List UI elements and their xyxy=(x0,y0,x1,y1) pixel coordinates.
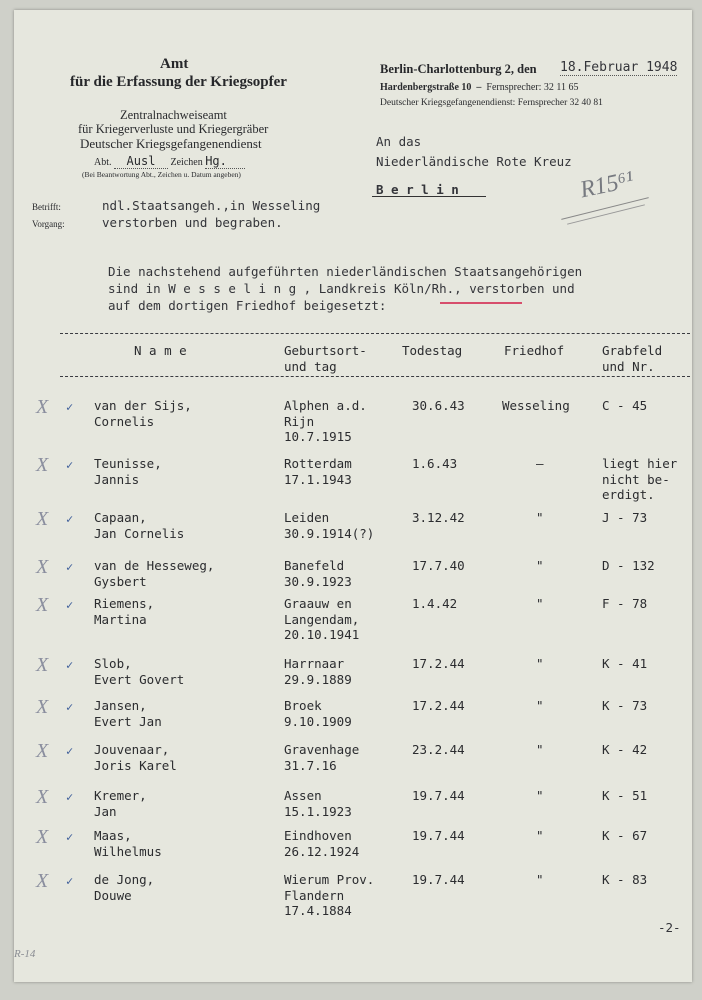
table-top-rule xyxy=(60,333,690,334)
subject-line1: ndl.Staatsangeh.,in Wesseling xyxy=(102,198,321,213)
row-birth: Graauw en Langendam, 20.10.1941 xyxy=(284,596,360,642)
row-cemetery: " xyxy=(536,558,544,573)
row-cemetery: " xyxy=(536,656,544,671)
header-grave: Grabfeld und Nr. xyxy=(602,343,663,374)
table-row xyxy=(14,456,692,512)
row-name: Jansen, Evert Jan xyxy=(94,698,162,729)
row-cemetery: " xyxy=(536,596,544,611)
row-grave: F - 78 xyxy=(602,596,648,611)
row-death: 19.7.44 xyxy=(412,828,465,843)
table-row xyxy=(14,398,692,454)
street: Hardenbergstraße 10 xyxy=(380,82,472,93)
pencil-x-mark: X xyxy=(36,556,49,578)
row-name: Riemens, Martina xyxy=(94,596,155,627)
zeichen-label: Zeichen xyxy=(170,157,203,168)
row-name: Jouvenaar, Joris Karel xyxy=(94,742,177,773)
row-death: 17.7.40 xyxy=(412,558,465,573)
row-death: 19.7.44 xyxy=(412,872,465,887)
row-name: van de Hesseweg, Gysbert xyxy=(94,558,215,589)
office-title-line1: Amt xyxy=(160,56,189,72)
row-name: Kremer, Jan xyxy=(94,788,147,819)
row-name: Capaan, Jan Cornelis xyxy=(94,510,185,541)
office-sub1: Zentralnachweiseamt xyxy=(120,108,227,122)
header-cemetery: Friedhof xyxy=(504,343,565,358)
pencil-x-mark: X xyxy=(36,508,49,530)
pencil-x-mark: X xyxy=(36,740,49,762)
row-death: 23.2.44 xyxy=(412,742,465,757)
row-birth: Assen 15.1.1923 xyxy=(284,788,352,819)
recipient-city: B e r l i n xyxy=(376,182,459,197)
blue-check-mark: ✓ xyxy=(66,790,74,804)
row-name: van der Sijs, Cornelis xyxy=(94,398,192,429)
betrifft-label: Betrifft: xyxy=(32,202,61,212)
row-birth: Leiden 30.9.1914(?) xyxy=(284,510,375,541)
pencil-x-mark: X xyxy=(36,594,49,616)
handwritten-stroke xyxy=(561,197,649,220)
red-underline-mark xyxy=(440,302,522,304)
row-death: 30.6.43 xyxy=(412,398,465,413)
pencil-x-mark: X xyxy=(36,786,49,808)
row-name: Teunisse, Jannis xyxy=(94,456,162,487)
row-grave: C - 45 xyxy=(602,398,648,413)
header-name: N a m e xyxy=(134,343,187,358)
row-birth: Harrnaar 29.9.1889 xyxy=(284,656,352,687)
table-row xyxy=(14,872,692,928)
document-page xyxy=(14,10,692,982)
kgd-label: Deutscher Kriegsgefangenendienst: Fernsprecher xyxy=(380,98,568,108)
letter-date: 18.Februar 1948 xyxy=(560,60,678,75)
recipient-line1: An das xyxy=(376,134,422,149)
row-name: de Jong, Douwe xyxy=(94,872,155,903)
phone-number: 32 11 65 xyxy=(543,82,579,93)
row-birth: Alphen a.d. Rijn 10.7.1915 xyxy=(284,398,367,444)
recipient-line2: Niederländische Rote Kreuz xyxy=(376,154,572,169)
header-birth: Geburtsort- und tag xyxy=(284,343,367,374)
blue-check-mark: ✓ xyxy=(66,598,74,612)
kgd-phone: 32 40 81 xyxy=(569,98,603,108)
recipient-underline xyxy=(372,196,486,197)
page-marker: -2- xyxy=(658,920,681,935)
row-death: 1.6.43 xyxy=(412,456,458,471)
margin-pencil-note: R-14 xyxy=(14,948,36,960)
blue-check-mark: ✓ xyxy=(66,700,74,714)
row-grave: liegt hier nicht be- erdigt. xyxy=(602,456,678,502)
blue-check-mark: ✓ xyxy=(66,830,74,844)
office-sub2: für Kriegerverluste und Kriegergräber xyxy=(78,122,269,136)
table-header-rule xyxy=(60,376,690,377)
row-birth: Rotterdam 17.1.1943 xyxy=(284,456,352,487)
pencil-x-mark: X xyxy=(36,696,49,718)
row-cemetery: " xyxy=(536,510,544,525)
row-death: 3.12.42 xyxy=(412,510,465,525)
row-grave: D - 132 xyxy=(602,558,655,573)
pencil-x-mark: X xyxy=(36,826,49,848)
street-line: Hardenbergstraße 10 – Fernsprecher: 32 11 65 xyxy=(380,82,579,93)
row-birth: Banefeld 30.9.1923 xyxy=(284,558,352,589)
row-death: 17.2.44 xyxy=(412,698,465,713)
row-grave: K - 83 xyxy=(602,872,648,887)
row-grave: K - 41 xyxy=(602,656,648,671)
pencil-x-mark: X xyxy=(36,870,49,892)
row-cemetery: Wesseling xyxy=(502,398,570,413)
row-grave: K - 67 xyxy=(602,828,648,843)
row-grave: J - 73 xyxy=(602,510,648,525)
row-birth: Wierum Prov. Flandern 17.4.1884 xyxy=(284,872,375,918)
abt-label: Abt. xyxy=(94,157,112,168)
row-cemetery: " xyxy=(536,698,544,713)
blue-check-mark: ✓ xyxy=(66,560,74,574)
phone-label: Fernsprecher: xyxy=(486,82,542,93)
pencil-x-mark: X xyxy=(36,454,49,476)
office-sub3: Deutscher Kriegsgefangenendienst xyxy=(80,136,262,151)
office-title-line2: für die Erfassung der Kriegsopfer xyxy=(70,74,287,90)
row-birth: Gravenhage 31.7.16 xyxy=(284,742,360,773)
body-line2: sind in W e s s e l i n g , Landkreis Köln/Rh., verstorben und xyxy=(108,281,575,296)
header-death: Todestag xyxy=(402,343,463,358)
blue-check-mark: ✓ xyxy=(66,744,74,758)
row-cemetery: " xyxy=(536,828,544,843)
blue-check-mark: ✓ xyxy=(66,458,74,472)
pencil-x-mark: X xyxy=(36,654,49,676)
row-cemetery: " xyxy=(536,742,544,757)
blue-check-mark: ✓ xyxy=(66,512,74,526)
row-cemetery: " xyxy=(536,872,544,887)
row-name: Slob, Evert Govert xyxy=(94,656,185,687)
row-grave: K - 42 xyxy=(602,742,648,757)
row-death: 17.2.44 xyxy=(412,656,465,671)
body-line1: Die nachstehend aufgeführten niederländischen Staatsangehörigen xyxy=(108,264,583,279)
row-name: Maas, Wilhelmus xyxy=(94,828,162,859)
blue-check-mark: ✓ xyxy=(66,658,74,672)
subject-line2: verstorben und begraben. xyxy=(102,215,283,230)
kgd-line xyxy=(380,98,603,108)
table-row xyxy=(14,596,692,652)
row-cemetery: — xyxy=(536,456,544,471)
row-birth: Eindhoven 26.12.1924 xyxy=(284,828,360,859)
row-death: 19.7.44 xyxy=(412,788,465,803)
vorgang-label: Vorgang: xyxy=(32,219,65,229)
zeichen-value: Hg. xyxy=(205,154,245,169)
blue-check-mark: ✓ xyxy=(66,400,74,414)
abt-line xyxy=(94,154,245,169)
row-grave: K - 73 xyxy=(602,698,648,713)
reply-note: (Bei Beantwortung Abt., Zeichen u. Datum angeben) xyxy=(82,170,241,179)
row-birth: Broek 9.10.1909 xyxy=(284,698,352,729)
body-line3: auf dem dortigen Friedhof beigesetzt: xyxy=(108,298,387,313)
pencil-x-mark: X xyxy=(36,396,49,418)
blue-check-mark: ✓ xyxy=(66,874,74,888)
city-line: Berlin-Charlottenburg 2, den xyxy=(380,62,537,76)
row-grave: K - 51 xyxy=(602,788,648,803)
row-death: 1.4.42 xyxy=(412,596,458,611)
handwritten-reference: R15⁶¹ xyxy=(577,166,637,204)
row-cemetery: " xyxy=(536,788,544,803)
abt-value: Ausl xyxy=(114,154,168,169)
